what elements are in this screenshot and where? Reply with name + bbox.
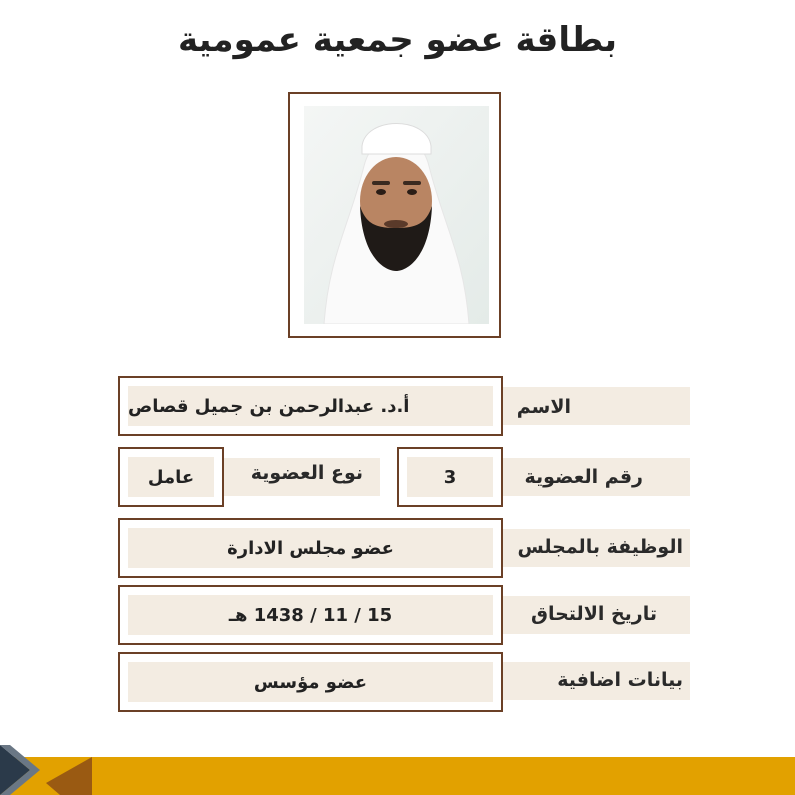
extra-label: بيانات اضافية [557,669,683,691]
position-value: عضو مجلس الادارة [128,528,493,568]
footer-chevron-decoration [0,745,120,795]
name-value: أ.د. عبدالرحمن بن جميل قصاص [128,386,493,426]
card-title: بطاقة عضو جمعية عمومية [178,20,617,60]
membership-no-field [397,447,503,507]
name-label: الاسم [516,396,571,418]
membership-type-value: عامل [128,457,214,497]
member-photo [304,106,489,324]
join-date-value: 15 / 11 / 1438 هـ [128,595,493,635]
join-date-label: تاريخ الالتحاق [530,603,657,625]
extra-value: عضو مؤسس [128,662,493,702]
position-field [118,518,503,578]
extra-field [118,652,503,712]
member-photo-frame [288,92,501,338]
position-label: الوظيفة بالمجلس [517,536,683,558]
membership-no-label: رقم العضوية [524,466,643,488]
name-field [118,376,503,436]
membership-type-label: نوع العضوية [250,462,363,484]
join-date-field [118,585,503,645]
membership-no-value: 3 [407,457,493,497]
membership-type-field [118,447,224,507]
